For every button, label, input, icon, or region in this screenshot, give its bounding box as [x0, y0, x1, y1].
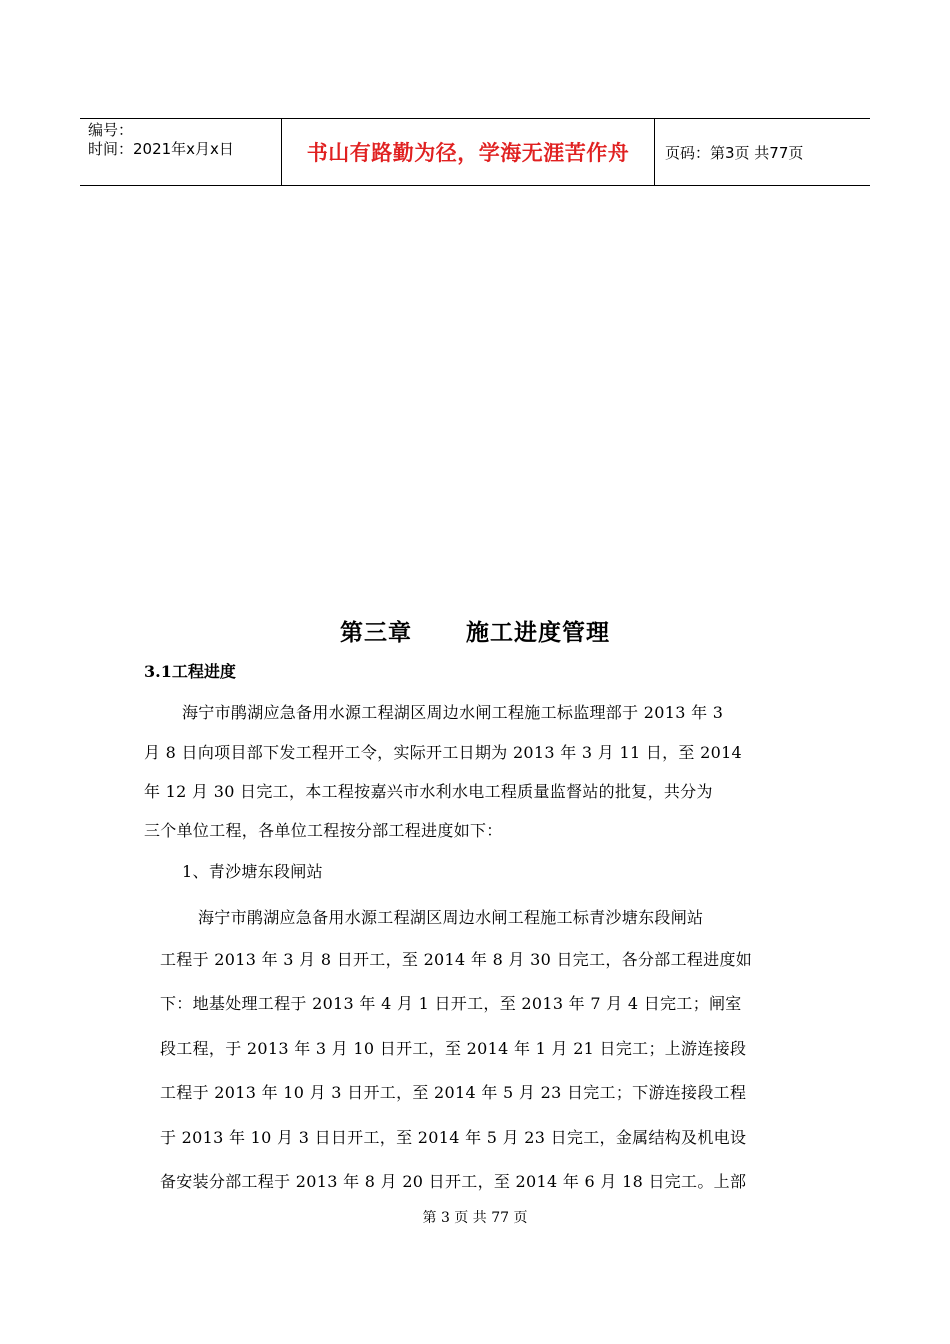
header-page-info: 页码：第3页 共77页 [665, 143, 804, 162]
header-meta [80, 119, 281, 185]
paragraph2-line: 工程于 2013 年 10 月 3 日开工，至 2014 年 5 月 23 日完工；下游连接段工程 [160, 1083, 747, 1102]
paragraph2-line: 下：地基处理工程于 2013 年 4 月 1 日开工，至 2013 年 7 月 4 日完工；闸室 [160, 994, 742, 1013]
number-label: 编号： [88, 121, 134, 139]
paragraph2-line: 段工程，于 2013 年 3 月 10 日开工，至 2014 年 1 月 21 日完工；上游连接段 [160, 1039, 747, 1058]
chapter-title: 第三章 施工进度管理 [339, 619, 611, 646]
item1-title: 1、青沙塘东段闸站 [182, 862, 323, 881]
paragraph1-line: 海宁市鹃湖应急备用水源工程湖区周边水闸工程施工标监理部于 2013 年 3 [182, 703, 724, 722]
section-title: 3.1工程进度 [144, 662, 236, 681]
document-header [80, 118, 870, 186]
paragraph2-line: 海宁市鹃湖应急备用水源工程湖区周边水闸工程施工标青沙塘东段闸站 [198, 908, 704, 927]
paragraph1-line: 年 12 月 30 日完工，本工程按嘉兴市水利水电工程质量监督站的批复，共分为 [144, 782, 713, 801]
time-label: 时间：2021年x月x日 [88, 140, 234, 158]
paragraph1-line: 三个单位工程，各单位工程按分部工程进度如下： [144, 821, 503, 840]
paragraph2-line: 于 2013 年 10 月 3 日日开工，至 2014 年 5 月 23 日完工，金属结构及机电设 [160, 1128, 747, 1147]
paragraph1-line: 月 8 日向项目部下发工程开工令，实际开工日期为 2013 年 3 月 11 日，至 2014 [144, 743, 743, 762]
page-footer: 第 3 页 共 77 页 [422, 1210, 528, 1226]
paragraph2-line: 工程于 2013 年 3 月 8 日开工，至 2014 年 8 月 30 日完工，各分部工程进度如 [160, 950, 753, 969]
paragraph2-line: 备安装分部工程于 2013 年 8 月 20 日开工，至 2014 年 6 月 18 日完工。上部 [160, 1172, 747, 1191]
header-motto: 书山有路勤为径，学海无涯苦作舟 [281, 119, 655, 185]
